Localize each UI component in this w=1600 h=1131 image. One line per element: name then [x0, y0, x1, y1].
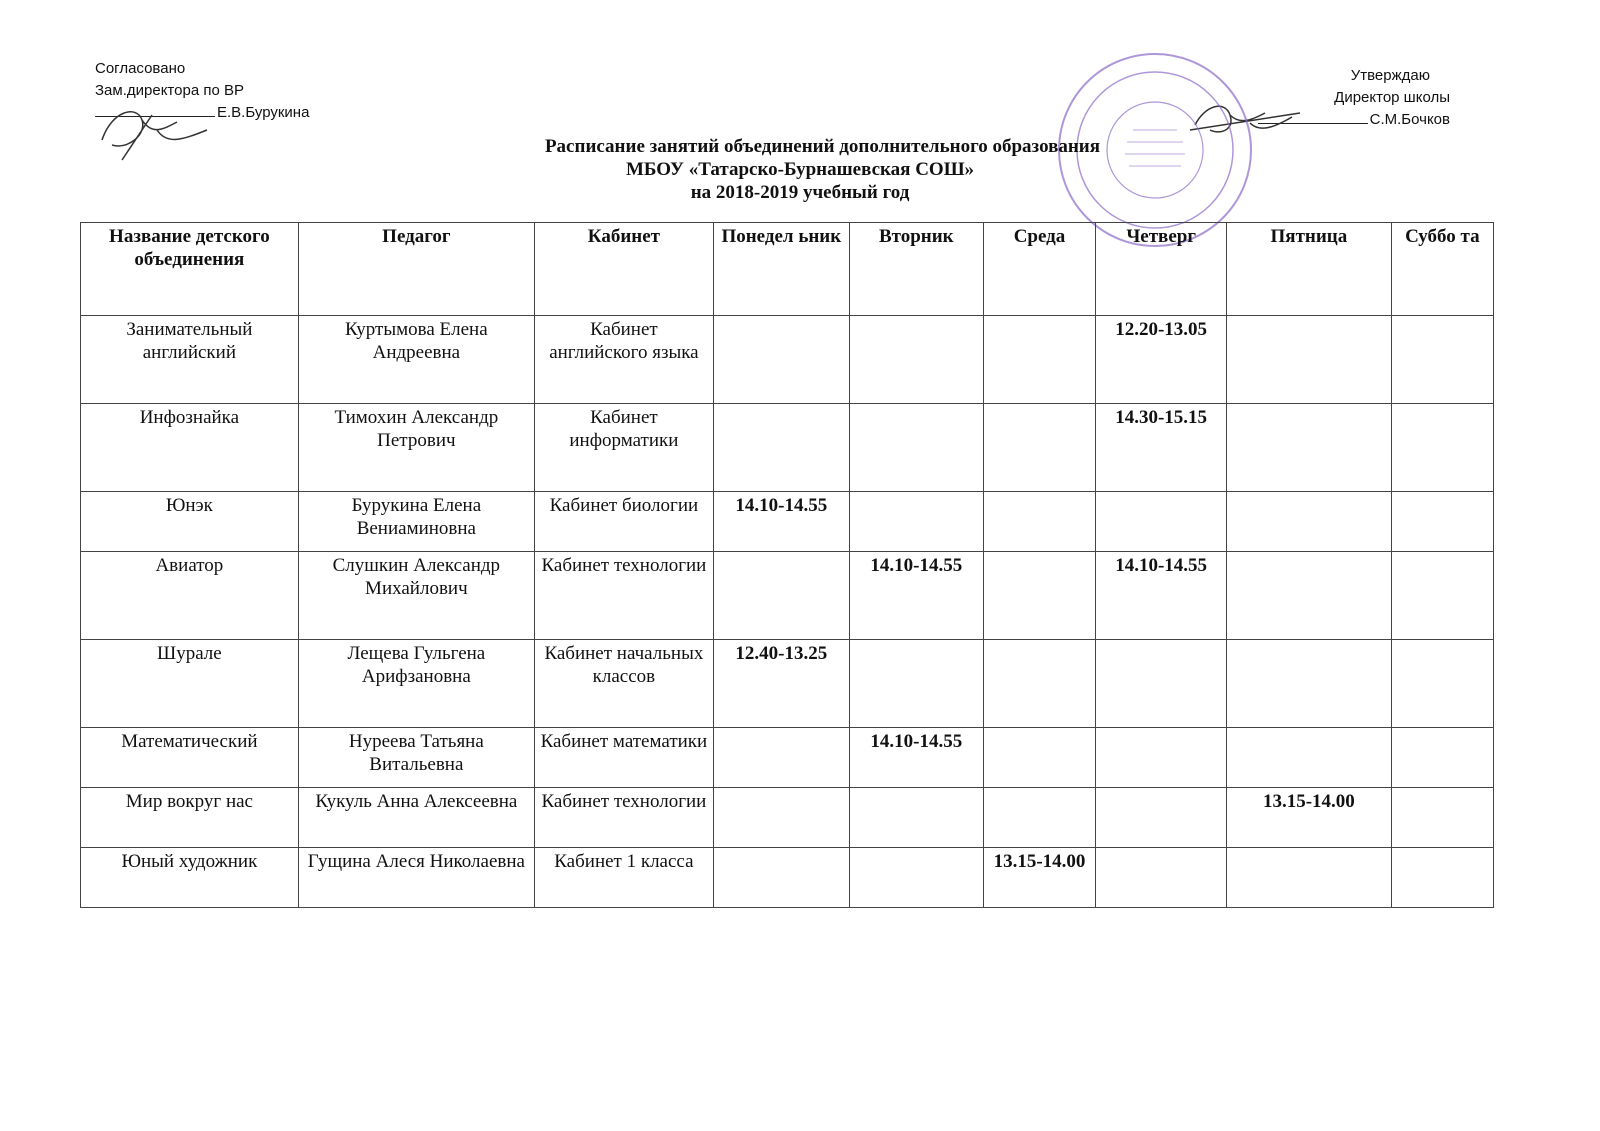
title-line-2: МБОУ «Татарско-Бурнашевская СОШ»	[625, 159, 975, 180]
teacher-name: Гущина Алеся Николаевна	[298, 848, 534, 908]
thursday-time	[1096, 640, 1227, 728]
wednesday-time	[983, 640, 1095, 728]
saturday-time	[1391, 492, 1493, 552]
teacher-name: Кукуль Анна Алексеевна	[298, 788, 534, 848]
title-line-1: Расписание занятий объединений дополнительного образования	[544, 136, 1101, 157]
header-club-name: Название детского объединения	[81, 223, 299, 316]
thursday-time	[1096, 788, 1227, 848]
tuesday-time	[849, 788, 983, 848]
saturday-time	[1391, 404, 1493, 492]
teacher-name: Слушкин Александр Михайлович	[298, 552, 534, 640]
thursday-time: 12.20-13.05	[1096, 316, 1227, 404]
room: Кабинет биологии	[534, 492, 713, 552]
friday-time	[1227, 492, 1392, 552]
room: Кабинет информатики	[534, 404, 713, 492]
friday-time	[1227, 404, 1392, 492]
teacher-name: Тимохин Александр Петрович	[298, 404, 534, 492]
monday-time	[713, 404, 849, 492]
thursday-time	[1096, 848, 1227, 908]
approval-left-label: Согласовано	[95, 60, 186, 77]
header-saturday: Суббо та	[1391, 223, 1493, 316]
document-title	[0, 135, 1600, 204]
thursday-time	[1096, 728, 1227, 788]
header-teacher: Педагог	[298, 223, 534, 316]
club-name: Инфознайка	[81, 404, 299, 492]
monday-time: 14.10-14.55	[713, 492, 849, 552]
tuesday-time	[849, 404, 983, 492]
club-name: Мир вокруг нас	[81, 788, 299, 848]
approval-right-label: Утверждаю	[1350, 67, 1430, 84]
monday-time: 12.40-13.25	[713, 640, 849, 728]
header-friday: Пятница	[1227, 223, 1392, 316]
table-row	[81, 848, 1494, 908]
approval-left-position: Зам.директора по ВР	[95, 82, 244, 99]
table-header-row	[81, 223, 1494, 316]
monday-time	[713, 552, 849, 640]
saturday-time	[1391, 788, 1493, 848]
wednesday-time	[983, 728, 1095, 788]
teacher-name: Бурукина Елена Вениаминовна	[298, 492, 534, 552]
header-thursday: Четверг	[1096, 223, 1227, 316]
monday-time	[713, 728, 849, 788]
header-monday: Понедел ьник	[713, 223, 849, 316]
table-row	[81, 728, 1494, 788]
tuesday-time	[849, 316, 983, 404]
friday-time	[1227, 728, 1392, 788]
room: Кабинет технологии	[534, 788, 713, 848]
thursday-time: 14.10-14.55	[1096, 552, 1227, 640]
monday-time	[713, 316, 849, 404]
table-row	[81, 640, 1494, 728]
club-name: Авиатор	[81, 552, 299, 640]
friday-time: 13.15-14.00	[1227, 788, 1392, 848]
wednesday-time: 13.15-14.00	[983, 848, 1095, 908]
table-row	[81, 316, 1494, 404]
saturday-time	[1391, 640, 1493, 728]
room: Кабинет 1 класса	[534, 848, 713, 908]
table-row	[81, 404, 1494, 492]
tuesday-time	[849, 848, 983, 908]
friday-time	[1227, 640, 1392, 728]
thursday-time	[1096, 492, 1227, 552]
header-room: Кабинет	[534, 223, 713, 316]
schedule-table	[80, 222, 1494, 908]
wednesday-time	[983, 316, 1095, 404]
room: Кабинет начальных классов	[534, 640, 713, 728]
tuesday-time: 14.10-14.55	[849, 728, 983, 788]
approval-left-name: Е.В.Бурукина	[217, 104, 310, 121]
approval-right-name: С.М.Бочков	[1369, 111, 1450, 128]
tuesday-time	[849, 640, 983, 728]
table-row	[81, 788, 1494, 848]
wednesday-time	[983, 788, 1095, 848]
approval-right-position: Директор школы	[1334, 89, 1450, 106]
saturday-time	[1391, 316, 1493, 404]
table-row	[81, 492, 1494, 552]
friday-time	[1227, 552, 1392, 640]
approval-right-block	[1258, 65, 1450, 131]
room: Кабинет математики	[534, 728, 713, 788]
wednesday-time	[983, 492, 1095, 552]
friday-time	[1227, 848, 1392, 908]
title-line-3: на 2018-2019 учебный год	[690, 182, 910, 203]
wednesday-time	[983, 404, 1095, 492]
saturday-time	[1391, 848, 1493, 908]
approval-left-block	[95, 58, 309, 124]
friday-time	[1227, 316, 1392, 404]
room: Кабинет технологии	[534, 552, 713, 640]
club-name: Математический	[81, 728, 299, 788]
table-row	[81, 552, 1494, 640]
saturday-time	[1391, 728, 1493, 788]
teacher-name: Нуреева Татьяна Витальевна	[298, 728, 534, 788]
signature-line-right	[1258, 123, 1368, 124]
club-name: Юный художник	[81, 848, 299, 908]
teacher-name: Куртымова Елена Андреевна	[298, 316, 534, 404]
room: Кабинет английского языка	[534, 316, 713, 404]
saturday-time	[1391, 552, 1493, 640]
wednesday-time	[983, 552, 1095, 640]
thursday-time: 14.30-15.15	[1096, 404, 1227, 492]
header-tuesday: Вторник	[849, 223, 983, 316]
club-name: Шурале	[81, 640, 299, 728]
tuesday-time: 14.10-14.55	[849, 552, 983, 640]
monday-time	[713, 788, 849, 848]
monday-time	[713, 848, 849, 908]
club-name: Юнэк	[81, 492, 299, 552]
tuesday-time	[849, 492, 983, 552]
signature-line-left	[95, 116, 215, 117]
club-name: Занимательный английский	[81, 316, 299, 404]
header-wednesday: Среда	[983, 223, 1095, 316]
teacher-name: Лещева Гульгена Арифзановна	[298, 640, 534, 728]
